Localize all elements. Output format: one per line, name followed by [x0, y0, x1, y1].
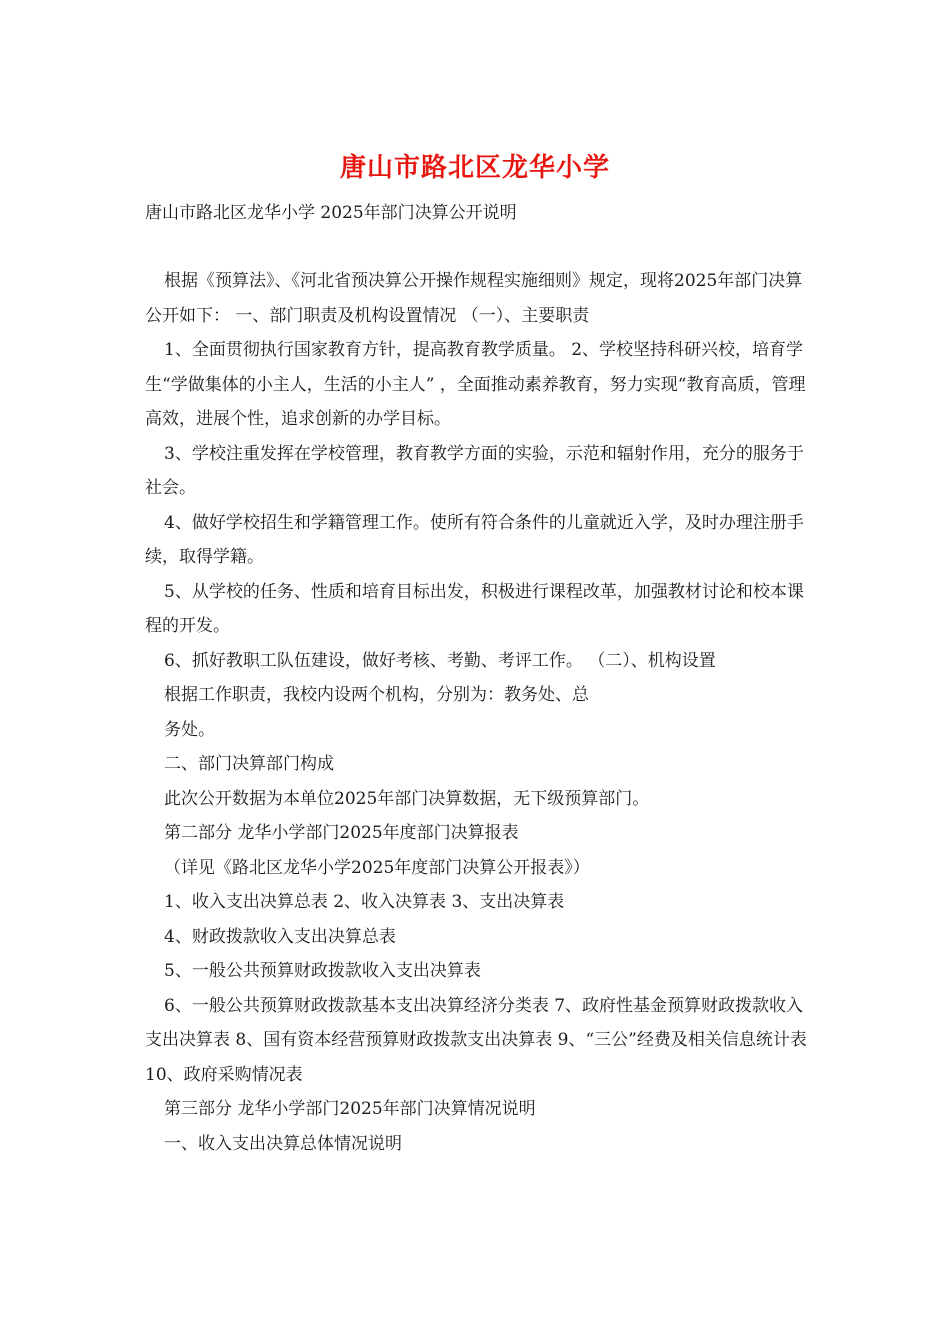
paragraph-intro: 根据《预算法》、《河北省预决算公开操作规程实施细则》规定，现将2025年部门决算公开如下： 一、部门职责及机构设置情况 （一）、主要职责: [145, 271, 803, 326]
paragraph-org-structure: 根据工作职责，我校内设两个机构，分别为：教务处、总: [164, 685, 589, 705]
paragraph-duty-5: 5、从学校的任务、性质和培育目标出发，积极进行课程改革，加强教材讨论和校本课程的开发。: [145, 581, 804, 636]
list-item-tables-1-3: 1、收入支出决算总表 2、收入决算表 3、支出决算表: [164, 892, 565, 912]
section-heading-overview: 一、收入支出决算总体情况说明: [164, 1133, 402, 1154]
paragraph-duty-6: 6、抓好教职工队伍建设，做好考核、考勤、考评工作。 （二）、机构设置: [164, 650, 716, 671]
list-item-tables-6-10: 6、一般公共预算财政拨款基本支出决算经济分类表 7、政府性基金预算财政拨款收入支出决算表 8、国有资本经营预算财政拨款支出决算表 9、“三公”经费及相关信息统计表 10、政府采购情况表: [145, 995, 807, 1085]
list-item-table-4: 4、财政拨款收入支出决算总表: [164, 926, 396, 947]
section-heading-part-two: 第二部分 龙华小学部门2025年度部门决算报表: [164, 823, 519, 843]
paragraph-report-reference: （详见《路北区龙华小学2025年度部门决算公开报表》）: [164, 857, 590, 878]
list-item-table-5: 5、一般公共预算财政拨款收入支出决算表: [164, 961, 481, 981]
section-heading-dept-composition: 二、部门决算部门构成: [164, 754, 334, 774]
paragraph-duty-1-2: 1、全面贯彻执行国家教育方针，提高教育教学质量。 2、学校坚持科研兴校，培育学生“学做集体的小主人，生活的小主人” ，全面推动素养教育，努力实现“教育高质，管理高效，进展个性，追求创新的办学目标。: [145, 340, 806, 429]
paragraph-duty-4: 4、做好学校招生和学籍管理工作。使所有符合条件的儿童就近入学，及时办理注册手续，取得学籍。: [145, 512, 804, 567]
document-title: 唐山市路北区龙华小学: [339, 153, 610, 183]
document-subtitle: 唐山市路北区龙华小学 2025年部门决算公开说明: [145, 203, 517, 223]
paragraph-duty-3: 3、学校注重发挥在学校管理，教育教学方面的实验，示范和辐射作用，充分的服务于社会。: [145, 443, 804, 498]
document-body: [145, 264, 810, 1161]
section-heading-part-three: 第三部分 龙华小学部门2025年部门决算情况说明: [164, 1099, 536, 1119]
paragraph-org-structure-cont: 务处。: [164, 719, 215, 740]
paragraph-data-scope: 此次公开数据为本单位2025年部门决算数据，无下级预算部门。: [164, 788, 650, 809]
